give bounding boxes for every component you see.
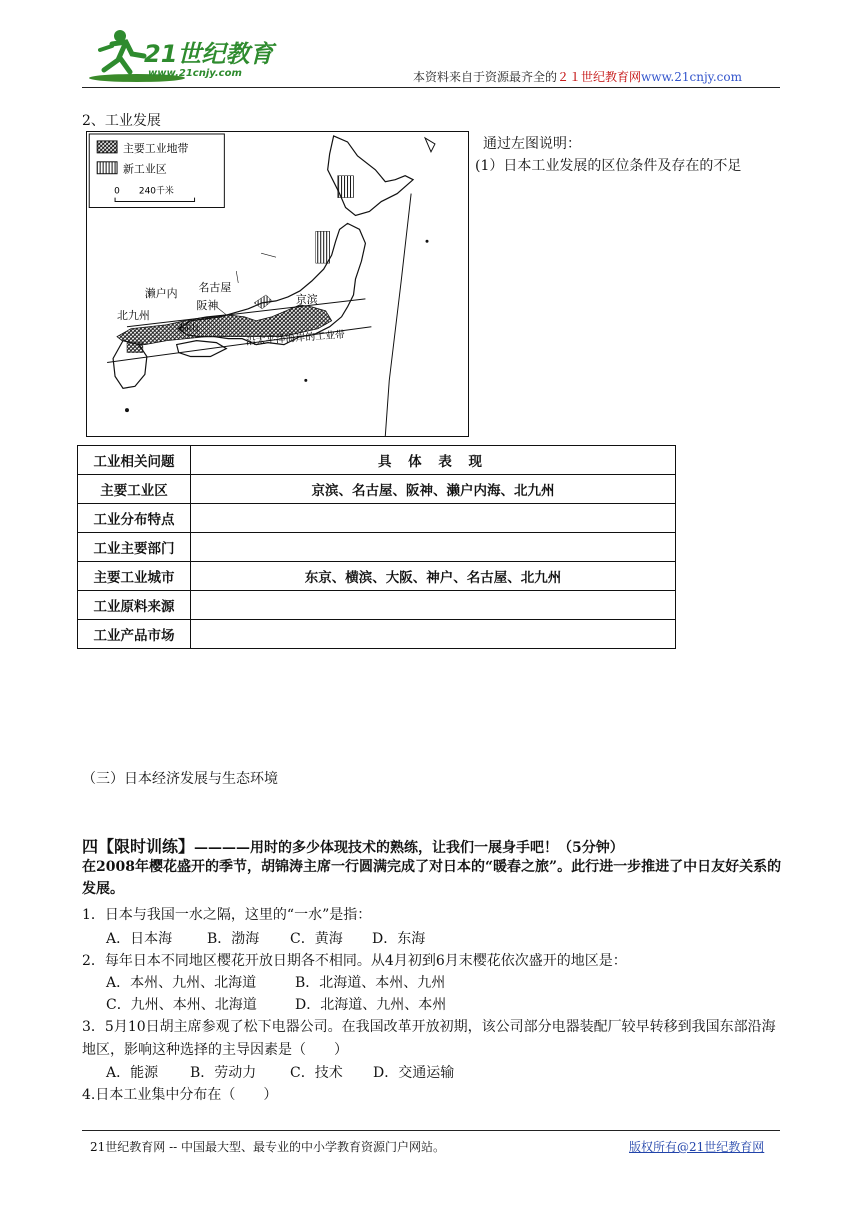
label-setonai: 濑户内 bbox=[144, 286, 178, 300]
row-label: 主要工业城市 bbox=[78, 562, 191, 591]
row-label: 工业分布特点 bbox=[78, 504, 191, 533]
label-keihin: 京滨 bbox=[295, 292, 318, 306]
legend-new-zone-swatch bbox=[97, 162, 117, 174]
option-c[interactable]: C．黄海 bbox=[290, 931, 343, 947]
table-header-row bbox=[78, 446, 676, 475]
row-label: 工业原料来源 bbox=[78, 591, 191, 620]
option-a[interactable]: A．本州、九州、北海道 bbox=[106, 975, 257, 991]
logo-url: www.21cnjy.com bbox=[148, 68, 242, 79]
footer-copyright-link[interactable]: 版权所有@21世纪教育网 bbox=[629, 1140, 765, 1154]
island-dot bbox=[125, 408, 129, 412]
logo-text: 21世纪教育 bbox=[144, 40, 274, 68]
label-hanshin: 阪神 bbox=[196, 298, 219, 312]
row-label: 主要工业区 bbox=[78, 475, 191, 504]
table-row bbox=[78, 620, 676, 649]
industry-table bbox=[77, 445, 676, 649]
scale-label: 240千米 bbox=[138, 186, 174, 197]
site-logo bbox=[82, 26, 292, 86]
section-title-industry: 2、工业发展 bbox=[82, 113, 161, 129]
question-stem: 3．5月10日胡主席参观了松下电器公司。在我国改革开放初期，该公司部分电器装配厂较早转移到我国东部沿海地区，影响这种选择的主导因素是（ ） bbox=[82, 1019, 776, 1058]
table-row bbox=[78, 533, 676, 562]
table-row bbox=[78, 591, 676, 620]
row-value-blank[interactable] bbox=[191, 533, 676, 562]
option-a[interactable]: A．日本海 bbox=[106, 931, 173, 947]
table-header-cell: 具 体 表 现 bbox=[191, 446, 676, 475]
row-value: 京滨、名古屋、阪神、濑户内海、北九州 bbox=[191, 475, 676, 504]
kitakyushu-zone bbox=[127, 343, 143, 353]
map-intro: 通过左图说明： bbox=[483, 136, 581, 152]
legend-new-zone: 新工业区 bbox=[123, 162, 167, 176]
question-stem: 4.日本工业集中分布在（ ） bbox=[82, 1087, 278, 1103]
option-c[interactable]: C．九州、本州、北海道 bbox=[106, 997, 257, 1013]
label-nagoya: 名古屋 bbox=[198, 280, 232, 294]
new-zone-hokkaido bbox=[338, 176, 354, 198]
row-value-blank[interactable] bbox=[191, 504, 676, 533]
table-row bbox=[78, 504, 676, 533]
question-stem: 1．日本与我国一水之隔，这里的“一水”是指： bbox=[82, 907, 372, 923]
option-b[interactable]: B．北海道、本州、九州 bbox=[295, 975, 446, 991]
legend-main-belt-swatch bbox=[97, 141, 117, 153]
label-kitakyushu: 北九州 bbox=[117, 308, 150, 322]
table-header-cell: 工业相关问题 bbox=[78, 446, 191, 475]
practice-intro: 在2008年樱花盛开的季节，胡锦涛主席一行圆满完成了对日本的“暖春之旅”。此行进一步推进了中日友好关系的发展。 bbox=[82, 859, 782, 897]
legend-main-belt: 主要工业地带 bbox=[123, 141, 189, 155]
table-row bbox=[78, 475, 676, 504]
kuril-island bbox=[425, 138, 435, 152]
japan-industry-map bbox=[86, 131, 469, 437]
scale-zero: 0 bbox=[114, 186, 120, 197]
option-b[interactable]: B．渤海 bbox=[207, 931, 260, 947]
option-a[interactable]: A．能源 bbox=[106, 1065, 159, 1081]
header-divider bbox=[82, 87, 780, 88]
header-source: 本资料来自于资源最齐全的２１世纪教育网www.21cnjy.com bbox=[413, 70, 742, 84]
label-fukuyama: 福山 bbox=[178, 322, 199, 334]
new-zone-tohoku bbox=[316, 231, 330, 263]
source-site-link[interactable]: ２１世纪教育网 bbox=[557, 70, 642, 84]
footer-left-text: 21世纪教育网 -- 中国最大型、最专业的中小学教育资源门户网站。 bbox=[90, 1140, 446, 1154]
option-d[interactable]: D．交通运输 bbox=[373, 1065, 455, 1081]
row-label: 工业主要部门 bbox=[78, 533, 191, 562]
option-d[interactable]: D．东海 bbox=[372, 931, 426, 947]
source-url-link[interactable]: www.21cnjy.com bbox=[641, 70, 742, 84]
option-d[interactable]: D．北海道、九州、本州 bbox=[295, 997, 447, 1013]
row-value: 东京、横滨、大阪、神户、名古屋、北九州 bbox=[191, 562, 676, 591]
option-c[interactable]: C．技术 bbox=[290, 1065, 343, 1081]
island-dot bbox=[426, 240, 429, 243]
map-boundary-line bbox=[385, 194, 411, 436]
section-title-practice: 四【限时训练】————用时的多少体现技术的熟练，让我们一展身手吧！（5分钟） bbox=[82, 837, 624, 856]
island-dot bbox=[304, 379, 307, 382]
section-title-ecology: （三）日本经济发展与生态环境 bbox=[82, 771, 278, 787]
shikoku-shape bbox=[177, 341, 227, 357]
footer-divider bbox=[82, 1130, 780, 1131]
row-label: 工业产品市场 bbox=[78, 620, 191, 649]
option-b[interactable]: B．劳动力 bbox=[190, 1065, 257, 1081]
question-stem: 2．每年日本不同地区樱花开放日期各不相同。从4月初到6月末樱花依次盛开的地区是： bbox=[82, 953, 627, 969]
table-row bbox=[78, 562, 676, 591]
row-value-blank[interactable] bbox=[191, 620, 676, 649]
label-pacific-belt: 沿太平洋海岸的工业带 bbox=[245, 329, 346, 348]
question-1-text: (1）日本工业发展的区位条件及存在的不足 bbox=[475, 158, 742, 174]
row-value-blank[interactable] bbox=[191, 591, 676, 620]
